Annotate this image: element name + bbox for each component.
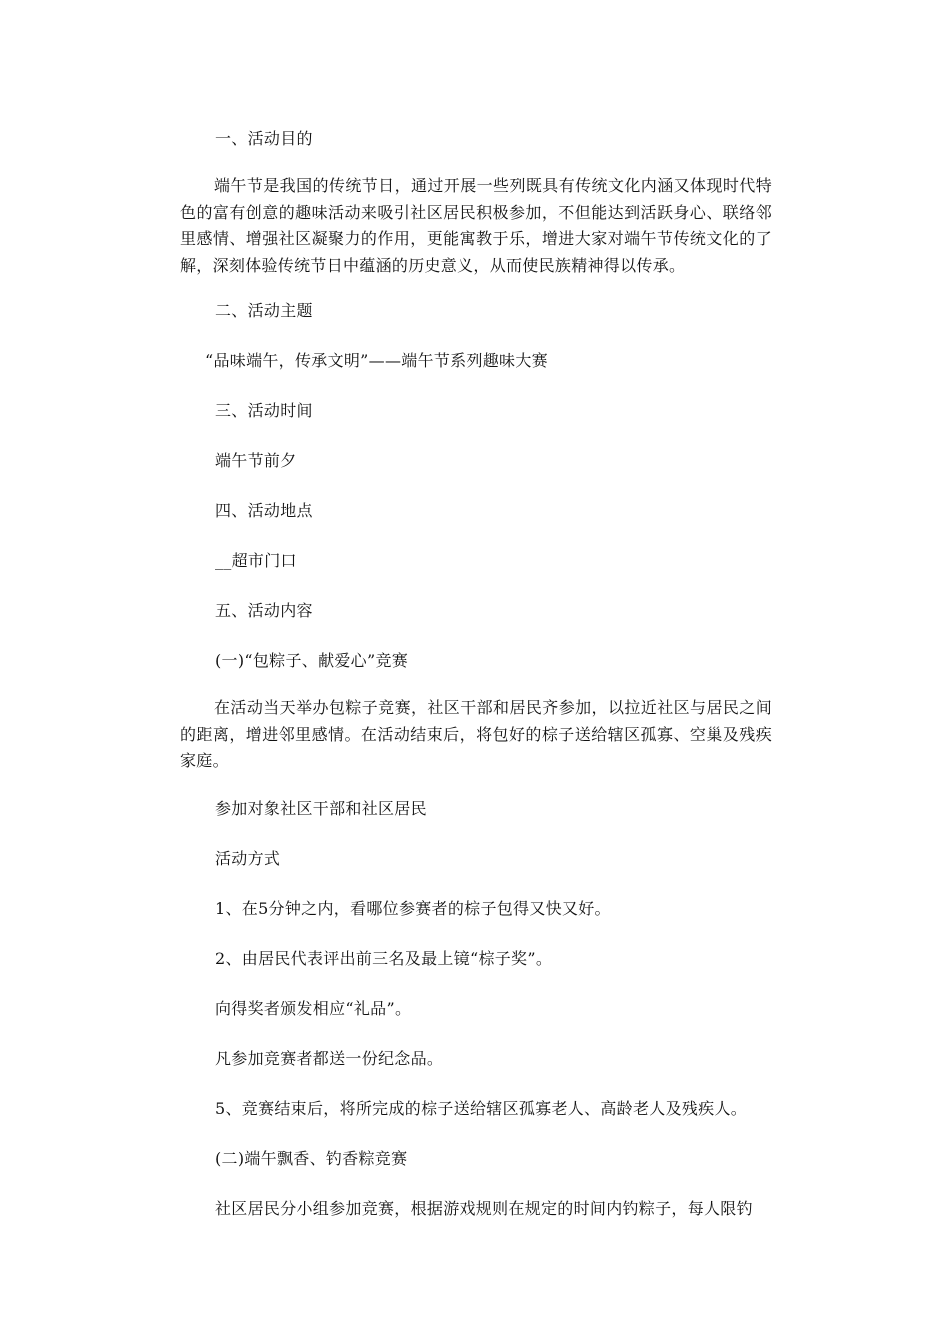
list-item-5: 5、竞赛结束后，将所完成的棕子送给辖区孤寡老人、高龄老人及残疾人。 xyxy=(215,1099,748,1118)
list-item-4: 凡参加竞赛者都送一份纪念品。 xyxy=(215,1049,444,1068)
contest-paragraph: 在活动当天举办包粽子竞赛，社区干部和居民齐参加，以拉近社区与居民之间的距离，增进邻里感情。在活动结束后，将包好的棕子送给辖区孤寡、空巢及残疾家庭。 xyxy=(180,698,772,770)
method-heading: 活动方式 xyxy=(215,849,281,868)
subsection-heading-1: (一)“包粽子、献爱心”竞赛 xyxy=(215,651,409,670)
subsection-heading-2: (二)端午飘香、钓香粽竞赛 xyxy=(215,1149,408,1168)
section-heading-content: 五、活动内容 xyxy=(215,601,313,620)
place-text: __超市门口 xyxy=(215,551,297,570)
fishing-paragraph: 社区居民分小组参加竞赛，根据游戏规则在规定的时间内钓粽子，每人限钓 xyxy=(215,1199,753,1218)
time-text: 端午节前夕 xyxy=(215,451,297,470)
list-item-3: 向得奖者颁发相应“礼品”。 xyxy=(215,999,412,1018)
section-heading-purpose: 一、活动目的 xyxy=(215,129,313,148)
purpose-paragraph: 端午节是我国的传统节日，通过开展一些列既具有传统文化内涵又体现时代特色的富有创意的趣味活动来吸引社区居民积极参加，不但能达到活跃身心、联络邻里感情、增强社区凝聚力的作用，更能寓教于乐，增进大家对端午节传统文化的了解，深刻体验传统节日中蕴涵的历史意义，从而使民族精神得以传承。 xyxy=(180,176,772,275)
participants-text: 参加对象社区干部和社区居民 xyxy=(215,799,427,818)
list-item-1: 1、在5分钟之内，看哪位参赛者的棕子包得又快又好。 xyxy=(215,899,611,918)
list-item-2: 2、由居民代表评出前三名及最上镜“棕子奖”。 xyxy=(215,949,553,968)
section-heading-time: 三、活动时间 xyxy=(215,401,313,420)
section-heading-theme: 二、活动主题 xyxy=(215,301,313,320)
section-heading-place: 四、活动地点 xyxy=(215,501,313,520)
theme-text: “品味端午，传承文明”——端午节系列趣味大赛 xyxy=(205,351,548,370)
